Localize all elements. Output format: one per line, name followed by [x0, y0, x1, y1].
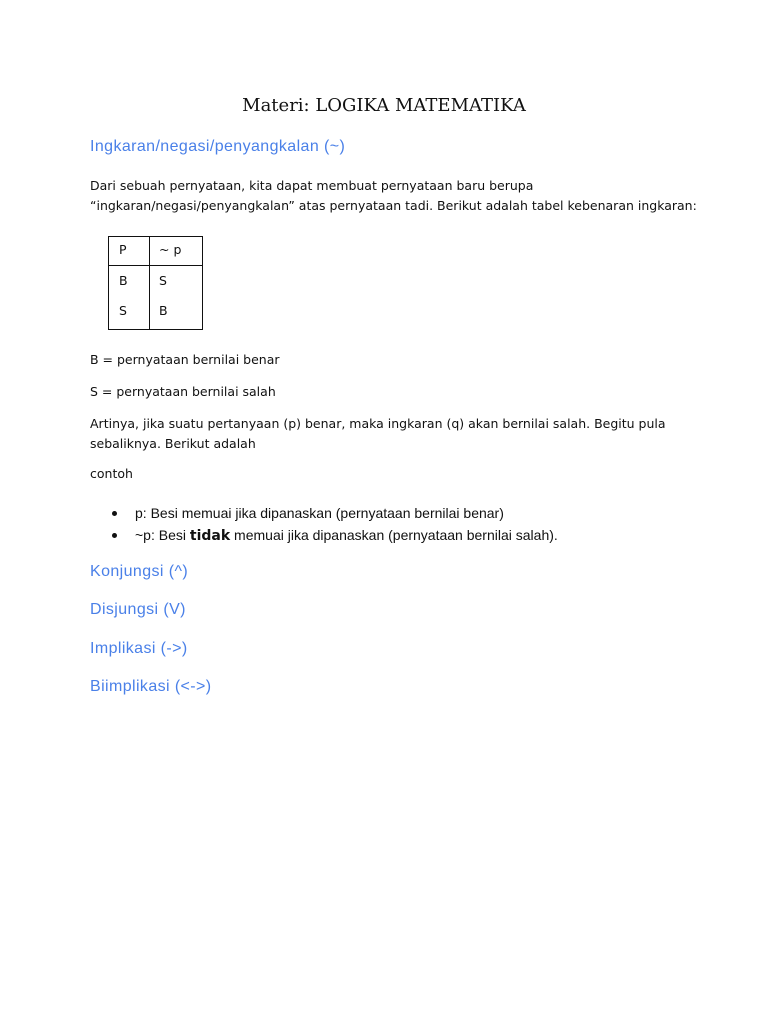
list-item: [90, 502, 558, 524]
bullet-icon: [112, 533, 117, 538]
explain-line-1: Artinya, jika suatu pertanyaan (p) benar, maka ingkaran (q) akan bernilai salah. Begitu pula: [90, 416, 666, 431]
example-suffix: memuai jika dipanaskan (pernyataan bernilai salah).: [230, 527, 558, 543]
table-cell: S: [119, 303, 127, 318]
truth-table: [108, 236, 203, 330]
example-prefix: ~p: Besi: [135, 527, 190, 543]
bullet-icon: [112, 511, 117, 516]
table-cell: S: [159, 273, 167, 288]
example-text: p: Besi memuai jika dipanaskan (pernyataan bernilai benar): [135, 505, 504, 521]
example-list: [90, 502, 558, 546]
table-header-p: P: [119, 242, 127, 257]
contoh-label: contoh: [90, 466, 133, 481]
list-item: [90, 524, 558, 546]
table-divider-horizontal: [109, 265, 202, 266]
intro-line-2: “ingkaran/negasi/penyangkalan” atas pernyataan tadi. Berikut adalah tabel kebenaran ingkaran:: [90, 198, 697, 213]
heading-disjungsi: Disjungsi (V): [90, 601, 186, 618]
legend-s: S = pernyataan bernilai salah: [90, 384, 276, 399]
table-header-not-p: ~ p: [159, 242, 182, 257]
heading-biimplikasi: Biimplikasi (<->): [90, 678, 212, 695]
table-cell: B: [159, 303, 168, 318]
heading-implikasi: Implikasi (->): [90, 640, 188, 657]
example-bold-word: tidak: [189, 528, 231, 544]
table-cell: B: [119, 273, 128, 288]
explain-line-2: sebaliknya. Berikut adalah: [90, 436, 256, 451]
heading-negasi: Ingkaran/negasi/penyangkalan (~): [90, 138, 346, 155]
document-title: Materi: LOGIKA MATEMATIKA: [242, 95, 526, 116]
intro-line-1: Dari sebuah pernyataan, kita dapat membuat pernyataan baru berupa: [90, 178, 534, 193]
legend-b: B = pernyataan bernilai benar: [90, 352, 280, 367]
heading-konjungsi: Konjungsi (^): [90, 563, 189, 580]
table-divider-vertical: [149, 237, 150, 329]
